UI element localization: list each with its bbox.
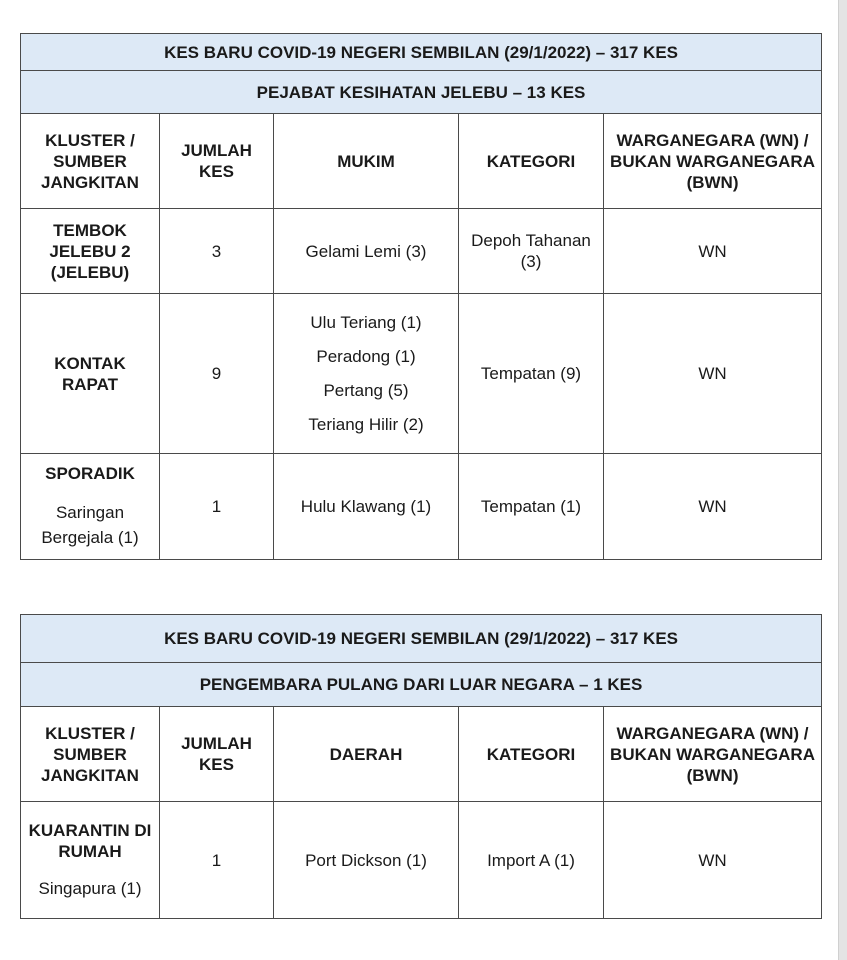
table-title: KES BARU COVID-19 NEGERI SEMBILAN (29/1/2022) – 317 KES (21, 615, 822, 663)
table-row (21, 294, 822, 454)
scrollbar-track[interactable] (838, 0, 847, 960)
table-subtitle-row (21, 71, 822, 114)
header-warganegara: WARGANEGARA (WN) / BUKAN WARGANEGARA (BWN) (604, 707, 822, 802)
cell-kategori: Import A (1) (459, 802, 604, 919)
table-header-row (21, 707, 822, 802)
mukim-item: Ulu Teriang (1) (310, 312, 422, 332)
mukim-item: Pertang (5) (323, 380, 409, 400)
header-jumlah: JUMLAH KES (160, 114, 274, 209)
cell-jumlah: 9 (160, 294, 274, 454)
cell-warganegara: WN (604, 802, 822, 919)
table-title-row (21, 615, 822, 663)
cell-mukim-list (274, 294, 459, 454)
table-row (21, 802, 822, 919)
table-subtitle: PENGEMBARA PULANG DARI LUAR NEGARA – 1 KES (21, 663, 822, 707)
cell-kluster (21, 802, 160, 919)
table-subtitle: PEJABAT KESIHATAN JELEBU – 13 KES (21, 71, 822, 114)
cell-mukim: Gelami Lemi (3) (274, 209, 459, 294)
cell-jumlah: 3 (160, 209, 274, 294)
header-kategori: KATEGORI (459, 114, 604, 209)
kluster-note: Saringan Bergejala (1) (41, 503, 139, 547)
kluster-name: KUARANTIN DI RUMAH (28, 820, 152, 861)
table-row (21, 209, 822, 294)
mukim-item: Peradong (1) (316, 346, 416, 366)
header-warganegara: WARGANEGARA (WN) / BUKAN WARGANEGARA (BWN) (604, 114, 822, 209)
cell-kluster: TEMBOK JELEBU 2 (JELEBU) (21, 209, 160, 294)
traveller-cases-table (20, 614, 822, 919)
cell-kluster: KONTAK RAPAT (21, 294, 160, 454)
jelebu-cases-table (20, 33, 822, 560)
cell-warganegara: WN (604, 209, 822, 294)
cell-kategori: Tempatan (1) (459, 454, 604, 560)
cell-jumlah: 1 (160, 802, 274, 919)
table-row (21, 454, 822, 560)
table-title-row (21, 34, 822, 71)
header-jumlah: JUMLAH KES (160, 707, 274, 802)
cell-kategori: Tempatan (9) (459, 294, 604, 454)
table-title: KES BARU COVID-19 NEGERI SEMBILAN (29/1/2022) – 317 KES (21, 34, 822, 71)
header-kluster: KLUSTER / SUMBER JANGKITAN (21, 114, 160, 209)
table-subtitle-row (21, 663, 822, 707)
kluster-name: SPORADIK (45, 464, 135, 483)
header-mukim: MUKIM (274, 114, 459, 209)
header-kategori: KATEGORI (459, 707, 604, 802)
mukim-item: Teriang Hilir (2) (308, 414, 424, 434)
cell-daerah: Port Dickson (1) (274, 802, 459, 919)
header-daerah: DAERAH (274, 707, 459, 802)
cell-warganegara: WN (604, 294, 822, 454)
header-kluster: KLUSTER / SUMBER JANGKITAN (21, 707, 160, 802)
table-header-row (21, 114, 822, 209)
cell-kluster (21, 454, 160, 560)
cell-jumlah: 1 (160, 454, 274, 560)
cell-kategori: Depoh Tahanan (3) (459, 209, 604, 294)
kluster-note: Singapura (1) (38, 878, 142, 898)
cell-warganegara: WN (604, 454, 822, 560)
cell-mukim: Hulu Klawang (1) (274, 454, 459, 560)
